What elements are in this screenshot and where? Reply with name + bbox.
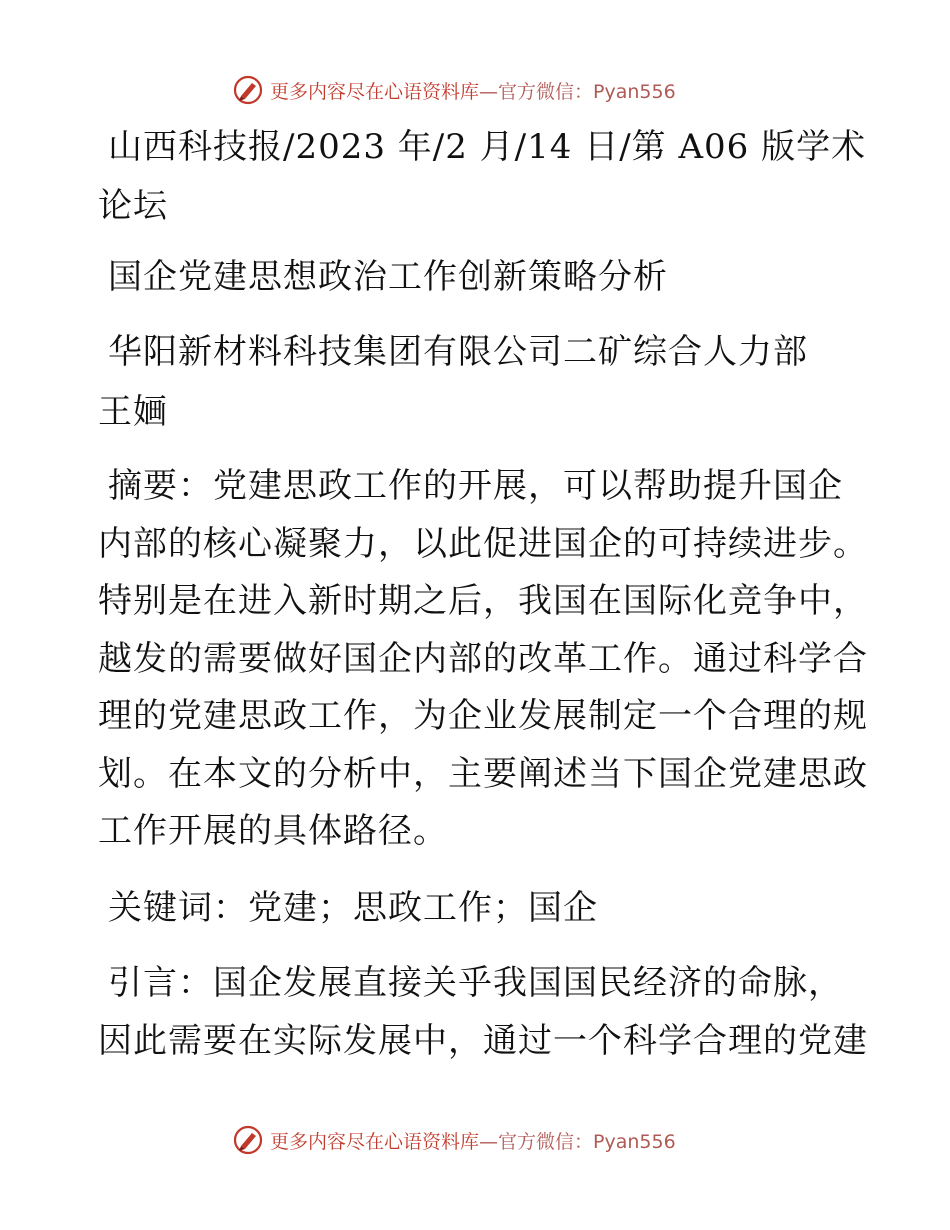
article-title: 国企党建思想政治工作创新策略分析 bbox=[108, 257, 668, 297]
abstract-line: 特别是在进入新时期之后，我国在国际化竞争中， bbox=[98, 581, 868, 621]
intro-line: 因此需要在实际发展中，通过一个科学合理的党建 bbox=[98, 1021, 868, 1061]
footer-banner bbox=[232, 1123, 676, 1157]
banner-right-text: —官方微信：Pyan556 bbox=[479, 80, 676, 103]
source-line-1: 山西科技报/2023 年/2 月/14 日/第 A06 版学术 bbox=[108, 127, 867, 167]
abstract-line: 理的党建思政工作，为企业发展制定一个合理的规 bbox=[98, 696, 868, 736]
abstract-line: 内部的核心凝聚力，以此促进国企的可持续进步。 bbox=[98, 524, 868, 564]
banner-left-text: 更多内容尽在心语资料库 bbox=[270, 80, 480, 103]
intro-line: 引言：国企发展直接关乎我国国民经济的命脉， bbox=[108, 963, 843, 1003]
abstract-line: 越发的需要做好国企内部的改革工作。通过科学合 bbox=[98, 639, 868, 679]
banner-right-text: —官方微信：Pyan556 bbox=[479, 1130, 676, 1153]
header-banner bbox=[232, 73, 676, 107]
abstract-line: 划。在本文的分析中，主要阐述当下国企党建思政 bbox=[98, 754, 868, 794]
abstract-line: 工作开展的具体路径。 bbox=[98, 811, 448, 851]
pen-logo-icon bbox=[232, 1124, 264, 1156]
author: 王婳 bbox=[98, 392, 168, 432]
affiliation: 华阳新材料科技集团有限公司二矿综合人力部 bbox=[108, 332, 808, 372]
pen-logo-icon bbox=[232, 74, 264, 106]
keywords: 关键词：党建；思政工作；国企 bbox=[108, 888, 598, 928]
abstract-line: 摘要：党建思政工作的开展，可以帮助提升国企 bbox=[108, 466, 843, 506]
banner-left-text: 更多内容尽在心语资料库 bbox=[270, 1130, 480, 1153]
source-line-2: 论坛 bbox=[98, 186, 168, 226]
